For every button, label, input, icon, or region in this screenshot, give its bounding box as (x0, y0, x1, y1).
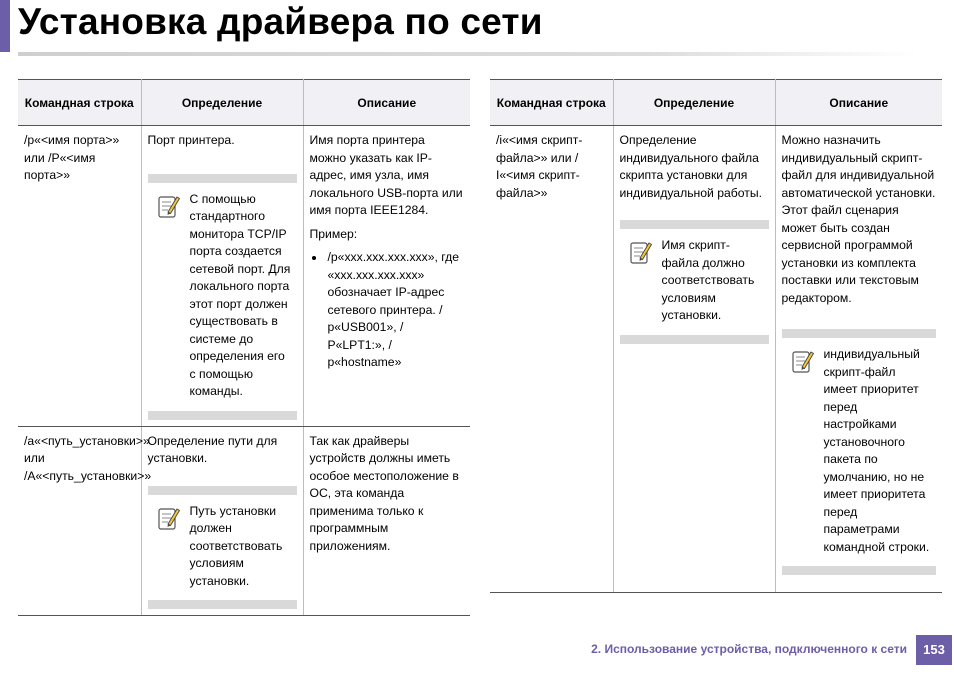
definition-text: Определение индивидуального файла скрипта установки для индивидуальной работы. (619, 133, 763, 200)
note-box (148, 486, 297, 610)
note-box (620, 220, 769, 344)
header-definition: Определение (141, 80, 303, 126)
header-description: Описание (303, 80, 470, 126)
command-cell (18, 126, 141, 427)
note-text: С помощью стандартного монитора TCP/IP порта создается сетевой порт. Для локального порта этот порт должен существовать в системе до определения его с помощью команды. (189, 191, 291, 398)
page-title: Установка драйвера по сети (18, 1, 543, 42)
description-text: Можно назначить индивидуальный скрипт-файл для индивидуальной автоматической установки. Этот файл сценария может быть создан сервисной программой установки из комплекта поставки или текстовым редактором. (781, 133, 936, 305)
description-cell (303, 126, 470, 427)
header-description: Описание (775, 80, 942, 126)
definition-text: Порт принтера. (147, 133, 235, 147)
example-label: Пример: (309, 226, 358, 241)
definition-cell (141, 126, 303, 427)
table-row (18, 426, 470, 616)
pencil-note-icon (792, 348, 814, 374)
title-rule (18, 52, 918, 56)
note-text: Имя скрипт-файла должно соответствовать условиям установки. (661, 238, 755, 322)
page-number: 153 (916, 635, 952, 665)
footer-chapter: 2. Использование устройства, подключенного к сети (591, 642, 907, 656)
command-cell (490, 126, 613, 593)
description-text: Имя порта принтера можно указать как IP-адрес, имя узла, имя локального USB-порта или имя порта IEEE1284. (309, 133, 463, 217)
table-row (490, 126, 942, 593)
pencil-note-icon (630, 239, 652, 265)
table-header-row (490, 80, 942, 126)
definition-text: Определение пути для установки. (147, 433, 278, 465)
header-command: Командная строка (490, 80, 613, 126)
description-text: Так как драйверы устройств должны иметь особое местоположение в ОС, эта команда применима только к программным приложениям. (309, 433, 459, 553)
header-command: Командная строка (18, 80, 141, 126)
title-accent-bar (0, 0, 10, 52)
note-text: Путь установки должен соответствовать условиям установки. (189, 503, 283, 588)
table-header-row (18, 80, 470, 126)
pencil-note-icon (158, 505, 180, 531)
note-box (148, 174, 297, 420)
description-cell (775, 126, 942, 593)
command-text: /i«<имя скрипт-файла>» или / I«<имя скрипт-файла>» (496, 133, 583, 200)
table-left (18, 79, 470, 616)
pencil-note-icon (158, 193, 180, 219)
table-row (18, 126, 470, 427)
table-right (490, 79, 942, 593)
header-definition: Определение (613, 80, 775, 126)
command-text: /p«<имя порта>» или /P«<имя порта>» (24, 133, 120, 182)
note-box (782, 329, 937, 575)
note-text: индивидуальный скрипт-файл имеет приоритет перед настройками установочного пакета по умолчанию, но не имеет приоритета перед параметрами командной строки. (823, 347, 930, 554)
command-cell (18, 426, 152, 616)
definition-cell (141, 426, 303, 616)
description-cell (303, 426, 470, 616)
example-list (310, 249, 465, 372)
list-item: • /p«xxx.xxx.xxx.xxx», где «xxx.xxx.xxx.xxx» обозначает IP-адрес сетевого принтера. / p«USB001», / P«LPT1:», / p«hostname» (326, 249, 465, 372)
command-text: /a«<путь_установки>» или /A«<путь_установки>» (24, 433, 152, 483)
definition-cell (613, 126, 775, 593)
